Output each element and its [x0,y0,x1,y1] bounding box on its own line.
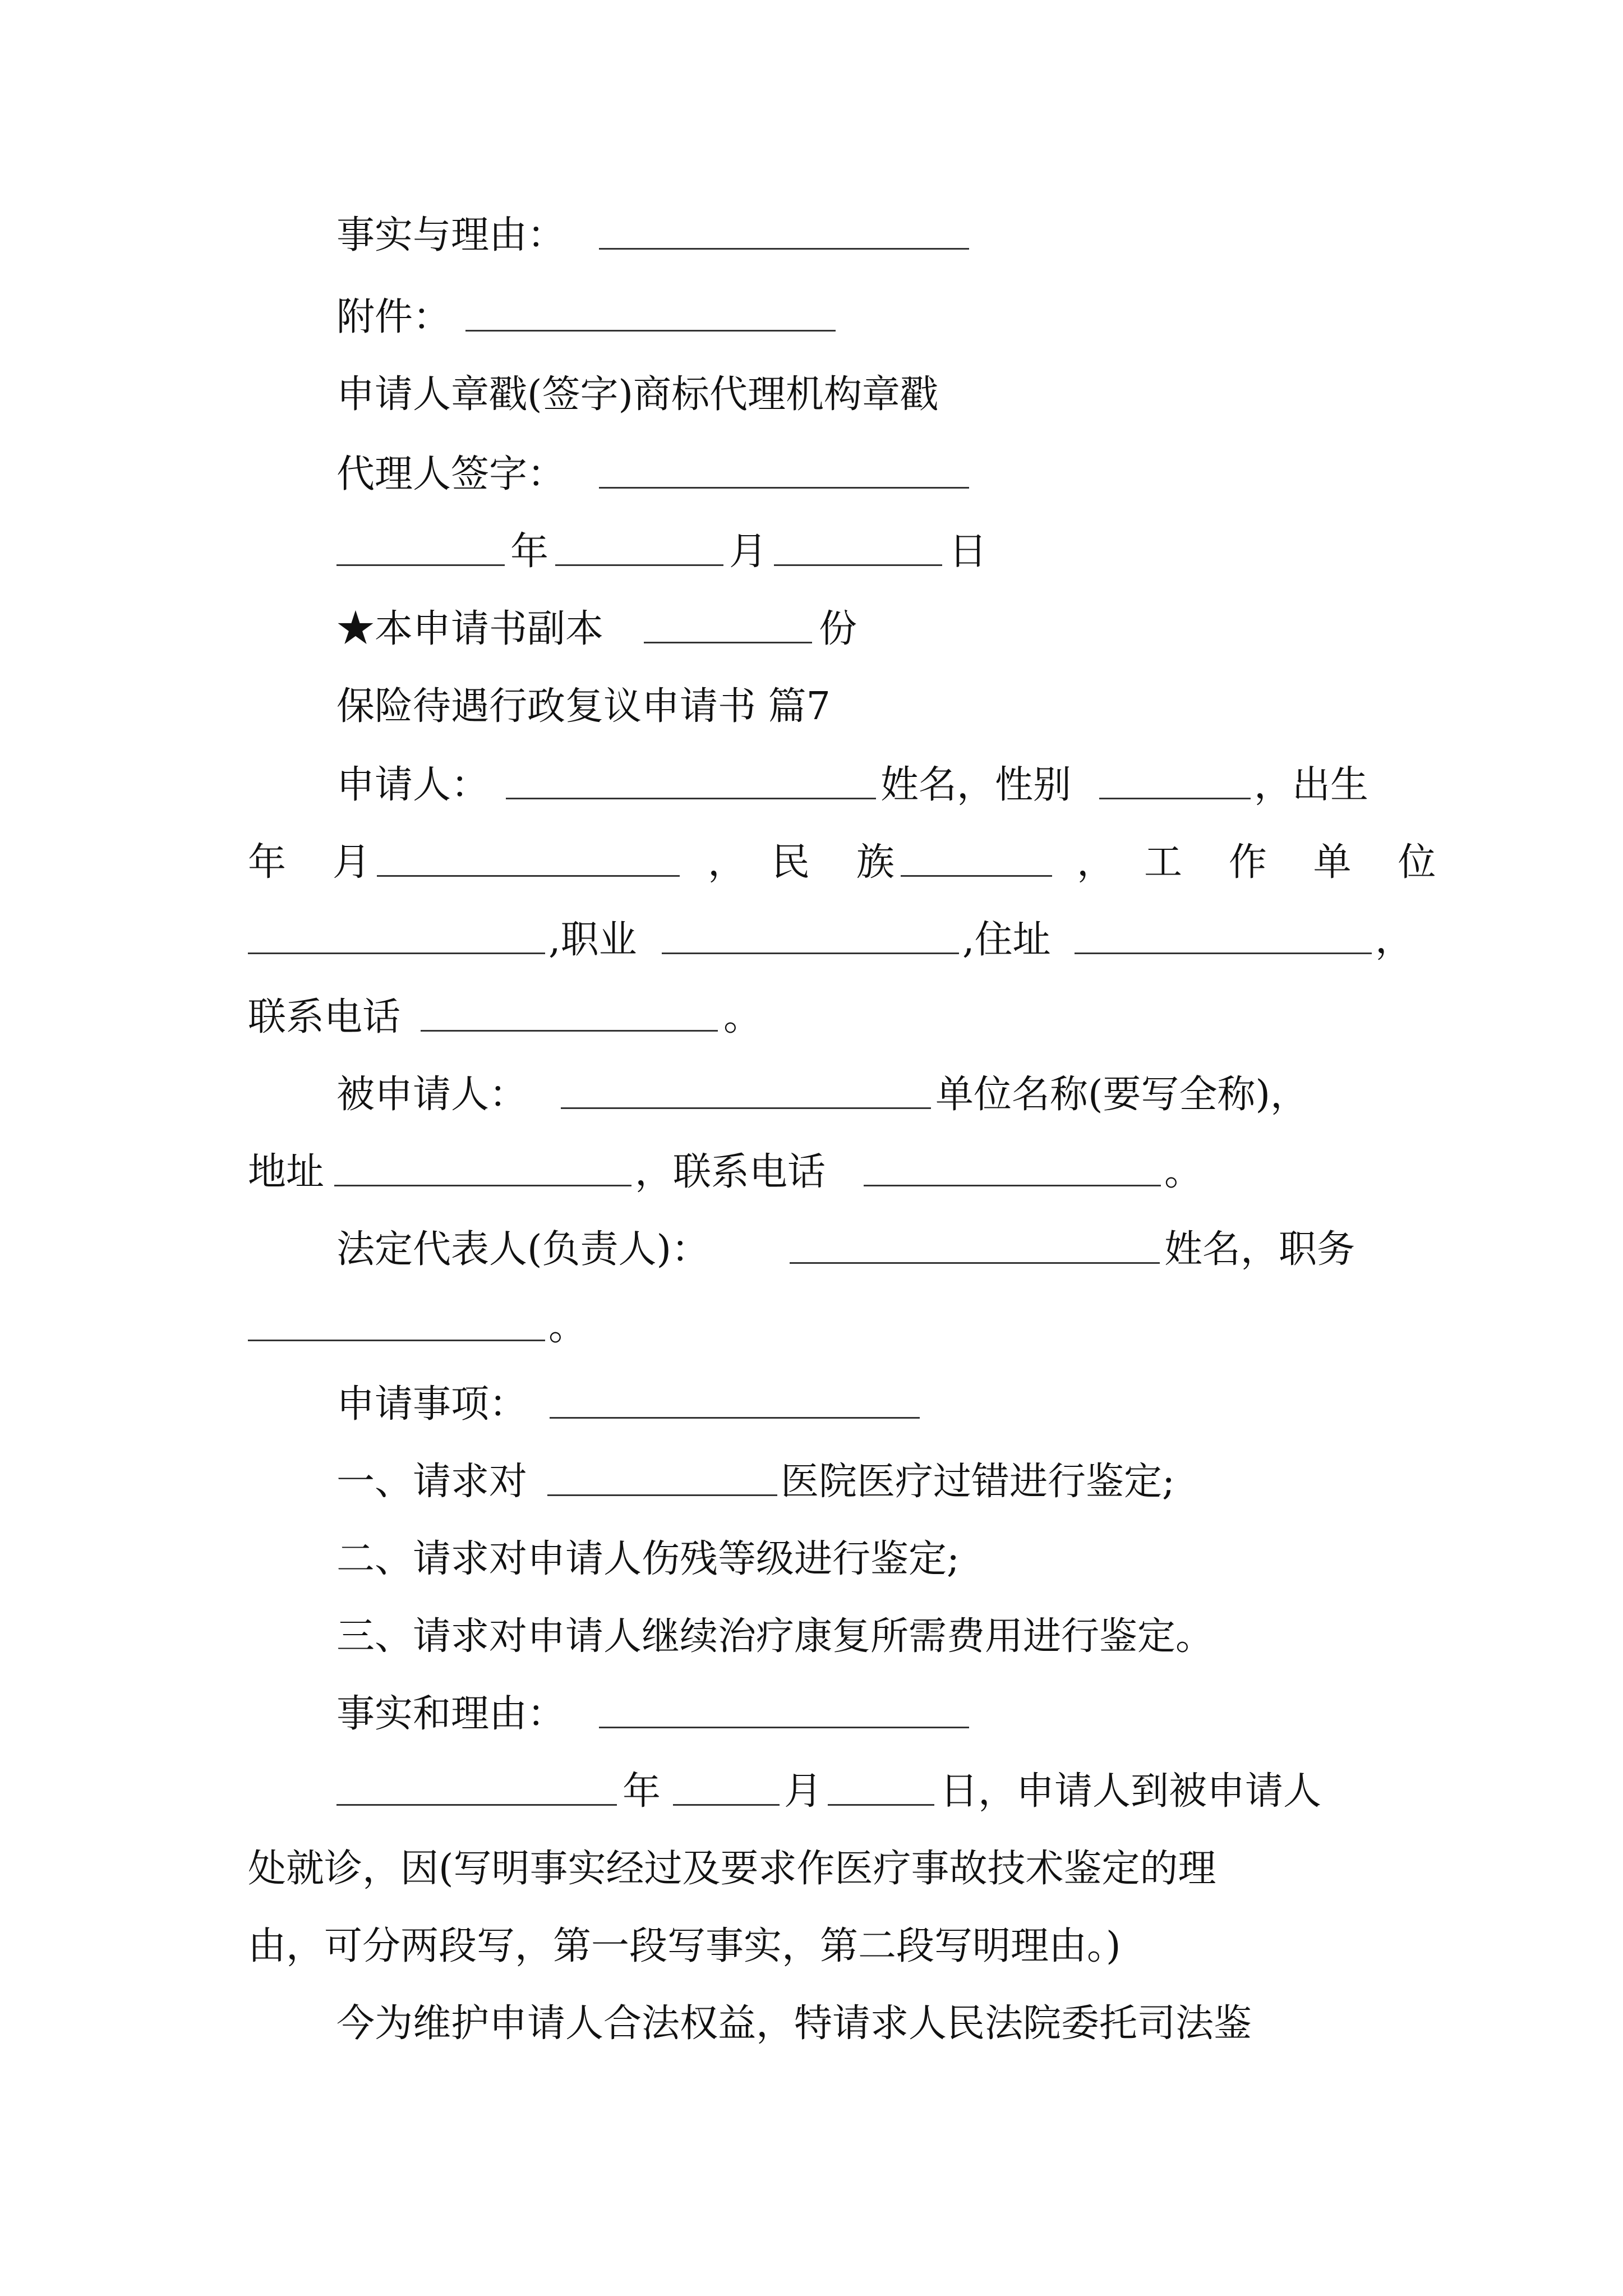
facts-year-label: 年 [623,1769,661,1814]
section-title-line [0,668,1623,746]
respondent-unit: 单位名称(要写全称)， [935,1073,1309,1117]
facts-reasons-label: 事实与理由： [336,213,566,257]
hospital-blank[interactable] [547,1460,777,1496]
facts-reasons-blank[interactable] [599,213,969,250]
facts-line-2-text: 处就诊，因(写明事实经过及要求作医疗事故技术鉴定的理 [248,1847,1216,1891]
applicant-line-2 [0,823,1623,902]
applicant-line-4 [0,978,1623,1057]
applicant-end: 。 [723,995,762,1039]
respondent-line-2 [0,1133,1623,1212]
date-line [0,513,1623,591]
request-item-1-after: 医院医疗过错进行鉴定; [781,1460,1175,1504]
day-blank[interactable] [774,530,942,566]
request-item-2-text: 二、请求对申请人伤残等级进行鉴定; [336,1537,960,1581]
request-item-2 [0,1520,1623,1599]
requests-label: 申请事项： [336,1382,528,1427]
legal-rep-title-blank[interactable] [248,1305,545,1341]
applicant-blank[interactable] [506,763,876,799]
respondent-phone-label: ，联系电话 [635,1150,826,1194]
day-label: 日 [949,530,988,574]
facts-line-3-text: 由，可分两段写，第一段写事实，第二段写明理由。) [248,1924,1121,1968]
birth-blank[interactable] [377,840,680,877]
legal-rep-line-2 [0,1288,1623,1366]
legal-rep-line-1 [0,1211,1623,1289]
agent-signature-blank[interactable] [599,452,969,489]
facts-month-blank[interactable] [673,1769,780,1806]
applicant-name-gender: 姓名，性别 [880,763,1072,807]
respondent-label: 被申请人： [336,1073,528,1117]
facts-month-label: 月 [784,1769,823,1814]
facts-line-4 [0,1985,1623,2063]
copies-unit: 份 [819,607,857,651]
facts-line-3 [0,1907,1623,1986]
seal-text: 申请人章戳(签字)商标代理机构章戳 [336,372,939,417]
facts-day-text: 日，申请人到被申请人 [940,1769,1322,1814]
section-title: 保险待遇行政复议申请书 篇7 [336,684,831,729]
workplace-blank[interactable] [248,918,545,954]
ethnicity-blank[interactable] [901,840,1052,877]
respondent-address-label: 地址 [248,1150,325,1194]
respondent-end: 。 [1164,1150,1203,1194]
respondent-line-1 [0,1056,1623,1134]
copies-blank[interactable] [644,607,812,643]
comma-2: ， [1077,840,1115,885]
legal-rep-label: 法定代表人(负责人)： [336,1227,710,1272]
respondent-blank[interactable] [561,1073,931,1109]
respondent-phone-blank[interactable] [864,1150,1161,1186]
facts-reasons-line [0,196,1623,275]
attachment-blank[interactable] [465,295,836,332]
applicant-line-1 [0,746,1623,825]
request-item-3 [0,1598,1623,1676]
facts-day-blank[interactable] [828,1769,934,1806]
seal-line [0,356,1623,434]
phone-label: 联系电话 [248,995,401,1039]
legal-rep-name-title: 姓名，职务 [1164,1227,1355,1272]
attachment-label: 附件： [336,295,451,339]
facts-blank[interactable] [599,1692,969,1728]
facts-line-2 [0,1830,1623,1908]
birth-separator: ，出生 [1254,763,1369,807]
occupation-blank[interactable] [662,918,959,954]
month-blank[interactable] [555,530,723,566]
request-item-3-text: 三、请求对申请人继续治疗康复所需费用进行鉴定。 [336,1614,1214,1659]
phone-blank[interactable] [421,995,718,1032]
address-blank[interactable] [1075,918,1372,954]
birth-label: 年 月 [248,840,388,885]
year-blank[interactable] [336,530,505,566]
legal-rep-end: 。 [548,1305,587,1349]
comma-3: ， [1375,918,1414,962]
ethnicity-label: 民 族 [772,840,912,885]
gender-blank[interactable] [1099,763,1251,799]
address-label: ,住址 [962,918,1051,962]
attachment-line [0,278,1623,357]
facts-label: 事实和理由： [336,1692,566,1736]
requests-label-line [0,1365,1623,1444]
request-item-1-before: 一、请求对 [336,1460,528,1504]
respondent-address-blank[interactable] [334,1150,631,1186]
occupation-label: ,职业 [548,918,637,962]
request-item-1 [0,1443,1623,1521]
applicant-line-3 [0,901,1623,979]
applicant-label: 申请人： [336,763,490,807]
agent-signature-label: 代理人签字： [336,452,566,496]
requests-blank[interactable] [550,1382,920,1419]
comma-1: ， [708,840,746,885]
workplace-label: 工 作 单 位 [1144,840,1454,885]
facts-label-line [0,1675,1623,1754]
facts-line-4-text: 今为维护申请人合法权益，特请求人民法院委托司法鉴 [336,2001,1252,2046]
facts-date-line [0,1752,1623,1831]
facts-year-blank[interactable] [336,1769,617,1806]
agent-signature-line [0,435,1623,514]
legal-rep-blank[interactable] [790,1227,1160,1264]
copies-text: ★本申请书副本 [336,607,604,651]
copies-line [0,590,1623,669]
month-label: 月 [729,530,768,574]
year-label: 年 [510,530,549,574]
